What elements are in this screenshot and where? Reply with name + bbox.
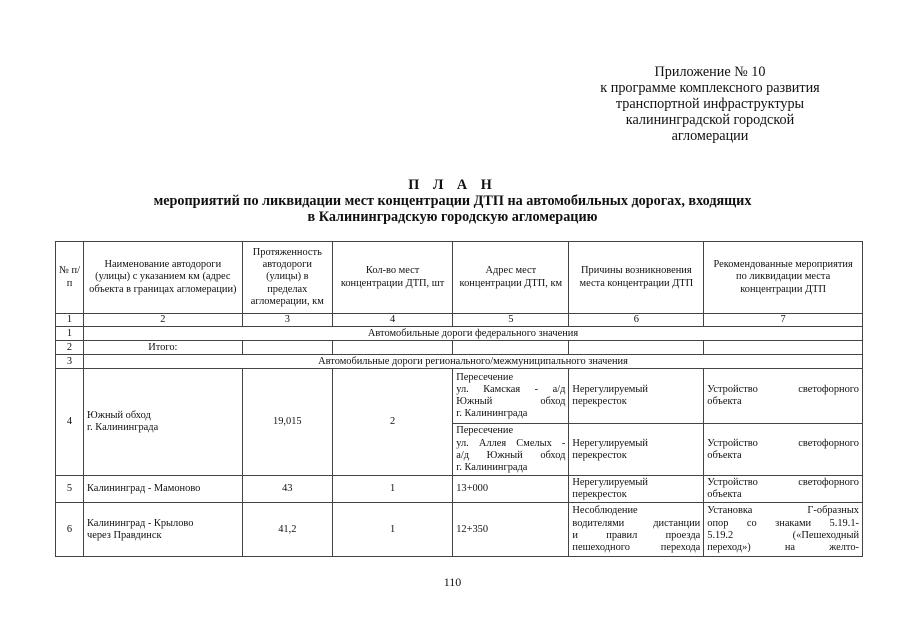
column-number: 2 — [84, 314, 243, 327]
header-cell: Кол-во мест концентрации ДТП, шт — [332, 242, 452, 314]
accident-cause — [569, 424, 704, 476]
measure-line: объекта — [707, 449, 742, 461]
row-number: 2 — [56, 341, 84, 355]
cause-line: Нерегулируемый — [572, 437, 648, 449]
section-label: Автомобильные дороги федерального значения — [84, 327, 863, 341]
column-number: 7 — [704, 314, 863, 327]
address-line: г. Калининграда — [456, 461, 528, 473]
total-row — [56, 341, 863, 355]
road-name: Калининград - Мамоново — [84, 476, 243, 503]
header-cell: Причины возникновения места концентрации ДТП — [569, 242, 704, 314]
address-line: ул. Аллея Смелых - — [456, 437, 566, 449]
empty-cell — [704, 341, 863, 355]
total-label: Итого: — [84, 341, 243, 355]
address-line: Пересечение — [456, 371, 514, 383]
measure-line: опор со знаками 5.19.1- — [707, 517, 859, 529]
empty-cell — [332, 341, 452, 355]
column-number: 4 — [332, 314, 452, 327]
measure-line: объекта — [707, 396, 742, 408]
section-row-federal — [56, 327, 863, 341]
header-cell: Адрес мест концентрации ДТП, км — [453, 242, 569, 314]
cause-line: пешеходного перехода — [572, 541, 701, 553]
empty-cell — [242, 341, 332, 355]
appendix-line: транспортной инфраструктуры — [615, 96, 805, 112]
cause-line: перекресток — [572, 489, 627, 501]
accident-cause — [569, 369, 704, 424]
row-number: 6 — [56, 503, 84, 557]
address-line: Южный обход — [456, 396, 566, 408]
row-number: 4 — [56, 369, 84, 476]
recommended-measure — [704, 476, 863, 503]
accident-address — [453, 424, 569, 476]
road-name-line: Южный обход — [87, 410, 151, 421]
cause-line: перекресток — [572, 396, 627, 408]
section-label: Автомобильные дороги регионального/межмуниципального значения — [84, 355, 863, 369]
cause-line: водителями дистанции — [572, 517, 701, 529]
column-number: 5 — [453, 314, 569, 327]
row-number: 5 — [56, 476, 84, 503]
road-name — [84, 503, 243, 557]
measure-line: переход») на желто- — [707, 541, 859, 553]
table-row — [56, 503, 863, 557]
measure-line: Устройство светофорного — [707, 437, 859, 449]
cause-line: Нерегулируемый — [572, 477, 648, 488]
road-name-line: г. Калининграда — [87, 422, 159, 434]
address-line: а/д Южный обход — [456, 449, 566, 461]
measure-line: Устройство светофорного — [707, 477, 859, 488]
accident-count: 1 — [332, 503, 452, 557]
cause-line: Несоблюдение — [572, 505, 638, 517]
table-row — [56, 476, 863, 503]
header-cell: Наименование автодороги (улицы) с указанием км (адрес объекта в границах агломерации) — [84, 242, 243, 314]
accident-address: 12+350 — [453, 503, 569, 557]
header-cell: Протяженность автодороги (улицы) в пределах агломерации, км — [242, 242, 332, 314]
header-cell: № п/п — [56, 242, 84, 314]
recommended-measure — [704, 369, 863, 424]
measure-line: объекта — [707, 489, 742, 501]
page-number: 110 — [443, 575, 462, 589]
measure-line: Установка Г-образных — [707, 505, 859, 517]
accident-cause — [569, 476, 704, 503]
recommended-measure — [704, 424, 863, 476]
accident-count: 2 — [332, 369, 452, 476]
table-header-row — [56, 242, 863, 314]
row-number: 3 — [56, 355, 84, 369]
road-length: 43 — [242, 476, 332, 503]
cause-line: Нерегулируемый — [572, 384, 648, 395]
road-length: 19,015 — [242, 369, 332, 476]
appendix-line: калининградской городской — [625, 112, 795, 128]
column-number: 3 — [242, 314, 332, 327]
plan-table — [55, 241, 863, 557]
address-line: г. Калининграда — [456, 408, 528, 420]
empty-cell — [569, 341, 704, 355]
table-row — [56, 369, 863, 424]
cause-line: и правил проезда — [572, 529, 701, 541]
column-number-row — [56, 314, 863, 327]
road-name-line: Калининград - Крылово — [87, 517, 194, 529]
title-line: в Калининградскую городскую агломерацию — [307, 209, 598, 225]
row-number: 1 — [56, 327, 84, 341]
appendix-note — [560, 64, 860, 144]
appendix-line: агломерации — [671, 128, 749, 144]
accident-address — [453, 369, 569, 424]
accident-address: 13+000 — [453, 476, 569, 503]
column-number: 1 — [56, 314, 84, 327]
header-cell: Рекомендованные мероприятия по ликвидации места концентрации ДТП — [704, 242, 863, 314]
recommended-measure — [704, 503, 863, 557]
section-row-regional — [56, 355, 863, 369]
document-title — [0, 177, 905, 225]
road-name-line: через Правдинск — [87, 529, 162, 541]
title-line: мероприятий по ликвидации мест концентрации ДТП на автомобильных дорогах, входящих — [153, 193, 752, 209]
address-line: ул. Камская - а/д — [456, 384, 566, 395]
appendix-line: Приложение № 10 — [654, 64, 766, 80]
road-length: 41,2 — [242, 503, 332, 557]
address-line: Пересечение — [456, 425, 514, 437]
empty-cell — [453, 341, 569, 355]
road-name — [84, 369, 243, 476]
column-number: 6 — [569, 314, 704, 327]
measure-line: 5.19.2 («Пешеходный — [707, 529, 859, 541]
cause-line: перекресток — [572, 449, 627, 461]
accident-cause — [569, 503, 704, 557]
appendix-line: к программе комплексного развития — [600, 80, 820, 96]
measure-line: Устройство светофорного — [707, 384, 859, 395]
accident-count: 1 — [332, 476, 452, 503]
title-heading: П Л А Н — [408, 177, 497, 193]
